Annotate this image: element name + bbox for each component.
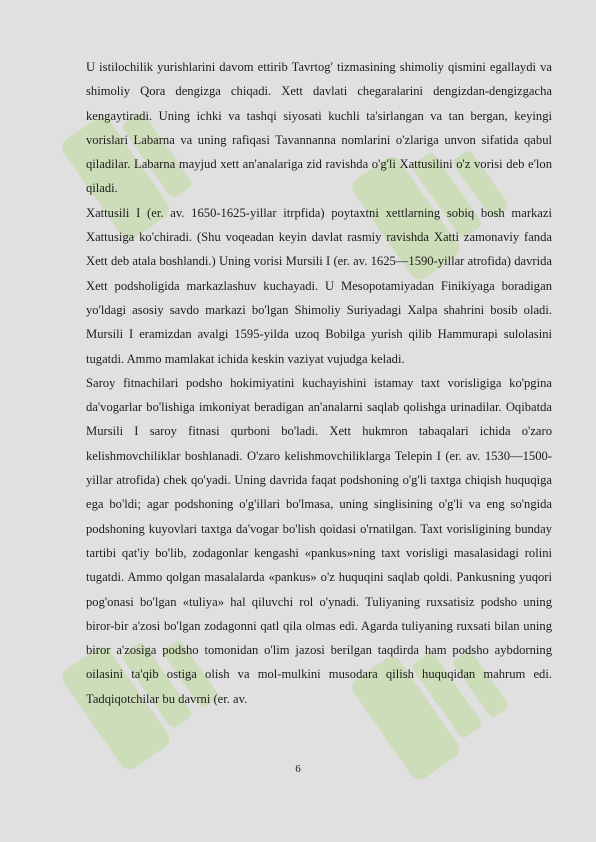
paragraph: Xattusili I (er. av. 1650-1625-yillar itrpfida) poytaxtni xettlarning sobiq bosh markazi Xattusiga ko'chiradi. (Shu voqeadan keyin davlat rasmiy ravishda Xatti zamonaviy fanda Xett deb atala boshlandi.) Uning vorisi Mursili I (er. av. 1625—1590-yillar atrofida) davrida Xett podsholigida markazlashuv kuchayadi. U Mesopotamiyadan Finikiyaga boradigan yo'ldagi asosiy savdo markazi bo'lgan Shimoliy Suriyadagi Xalpa shahrini bosib oladi. Mursili I eramizdan avalgi 1595-yilda uzoq Bobilga yurish qilib Hammurapi sulolasini tugatdi. Ammo mamlakat ichida keskin vaziyat vujudga keladi. xyxy=(86,205,552,366)
paragraph: Saroy fitnachilari podsho hokimiyatini kuchayishini istamay taxt vorisligiga ko'pgina da'vogarlar bo'lishiga imkoniyat beradigan an'analarni saqlab qolishga urinadilar. Oqibatda Mursili I saroy fitnasi qurboni bo'ladi. Xett hukmron tabaqalari ichida o'zaro kelishmovchiliklar boshlanadi. O'zaro kelishmovchiliklarga Telepin I (er. av. 1530—1500- yillar atrofida) chek qo'yadi. Uning davrida faqat podshoning o'g'li taxtga chiqish huquqiga ega bo'ldi; agar podshoning o'g'illari bo'lmasa, uning singlisining o'g'li va eng so'ngida podshoning kuyovlari taxtga da'vogar bo'lish qoidasi o'rnatilgan. Taxt vorisligining bunday tartibi qat'iy bo'lib, zodagonlar kengashi «pankus»ning taxt vorisligi masalasidagi rolini tugatdi. Ammo qolgan masalalarda «pankus» o'z huquqini saqlab qoldi. Pankusning yuqori pog'onasi bo'lgan «tuliya» hal qiluvchi rol o'ynadi. Tuliyaning ruxsatisiz podsho uning biror-bir a'zosi bo'lgan zodagonni qatl qila olmas edi. Agarda tuliyaning ruxsati bilan uning biror a'zosiga podsho tomonidan o'lim jazosi berilgan taqdirda ham podsho aybdorning oilasini ta'qib ostiga olish va mol-mulkini musodara qilish huquqidan mahrum edi. Tadqiqotchilar bu davrni (er. av. xyxy=(86,375,552,706)
page-body xyxy=(86,55,552,711)
paragraph: U istilochilik yurishlarini davom ettirib Tavrtog' tizmasining shimoliy qismini egallaydi va shimoliy Qora dengizga chiqadi. Xett davlati chegaralarini dengizdan-dengizgacha kengaytiradi. Uning ichki va tashqi siyosati kuchli ta'sirlangan va tan bergan, keyingi vorislari Labarna va uning rafiqasi Tavannanna nomlarini o'zlariga unvon sifatida qabul qiladilar. Labarna mayjud xett an'analariga zid ravishda o'g'li Xattusilini o'z vorisi deb e'lon qiladi. xyxy=(86,60,552,196)
page-number: 6 xyxy=(295,763,301,775)
